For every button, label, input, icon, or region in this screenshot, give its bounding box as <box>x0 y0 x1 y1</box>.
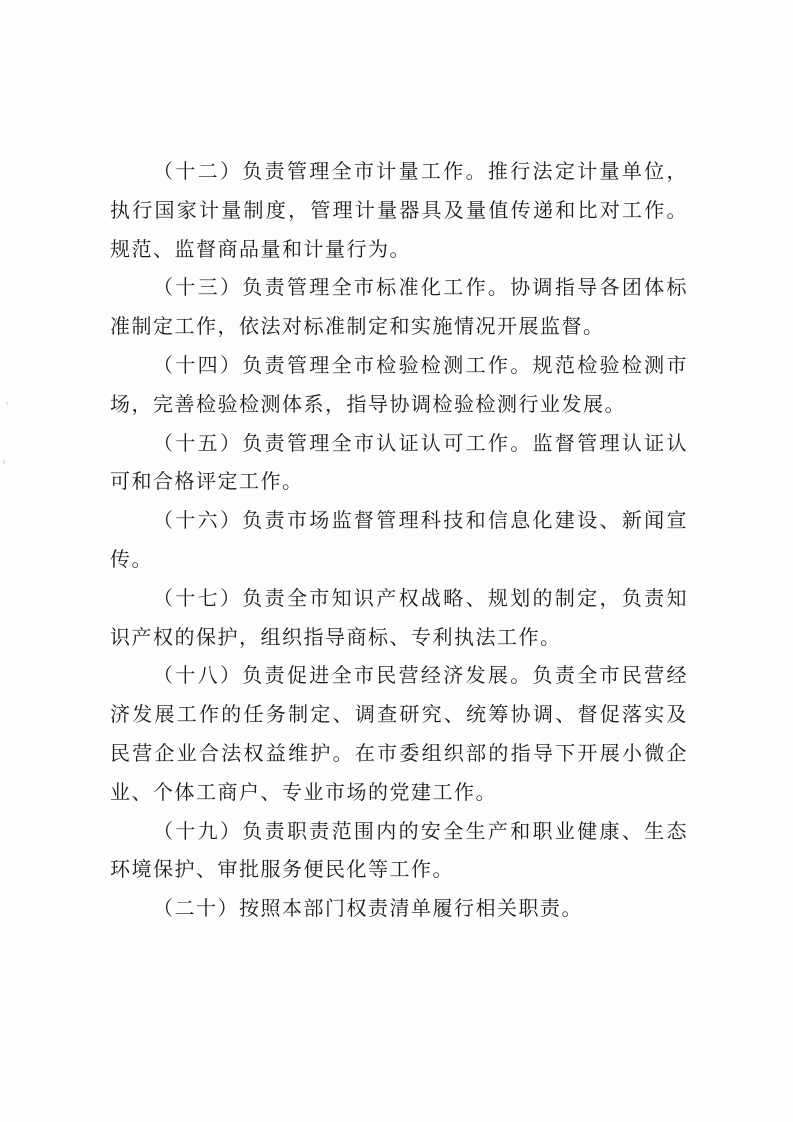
scan-artifact <box>3 460 5 464</box>
paragraph-14: （十四）负责管理全市检验检测工作。规范检验检测市场，完善检验检测体系，指导协调检验检测行业发展。 <box>110 352 688 416</box>
paragraph-17: （十七）负责全市知识产权战略、规划的制定，负责知识产权的保护，组织指导商标、专利执法工作。 <box>110 585 688 649</box>
paragraph-16: （十六）负责市场监督管理科技和信息化建设、新闻宣传。 <box>110 508 688 571</box>
paragraph-19: （十九）负责职责范围内的安全生产和职业健康、生态环境保护、审批服务便民化等工作。 <box>110 818 688 882</box>
paragraph-18: （十八）负责促进全市民营经济发展。负责全市民营经济发展工作的任务制定、调查研究、统筹协调、督促落实及民营企业合法权益维护。在市委组织部的指导下开展小微企业、个体工商户、专业市场的党建工作。 <box>110 663 688 804</box>
paragraph-13: （十三）负责管理全市标准化工作。协调指导各团体标准制定工作，依法对标准制定和实施情况开展监督。 <box>110 275 688 339</box>
paragraph-20: （二十）按照本部门权责清单履行相关职责。 <box>153 896 583 921</box>
paragraph-15: （十五）负责管理全市认证认可工作。监督管理认证认可和合格评定工作。 <box>110 430 688 494</box>
paragraph-12: （十二）负责管理全市计量工作。推行法定计量单位，执行国家计量制度，管理计量器具及量值传递和比对工作。规范、监督商品量和计量行为。 <box>110 159 688 261</box>
scan-artifact <box>6 402 8 405</box>
document-body <box>110 152 688 928</box>
